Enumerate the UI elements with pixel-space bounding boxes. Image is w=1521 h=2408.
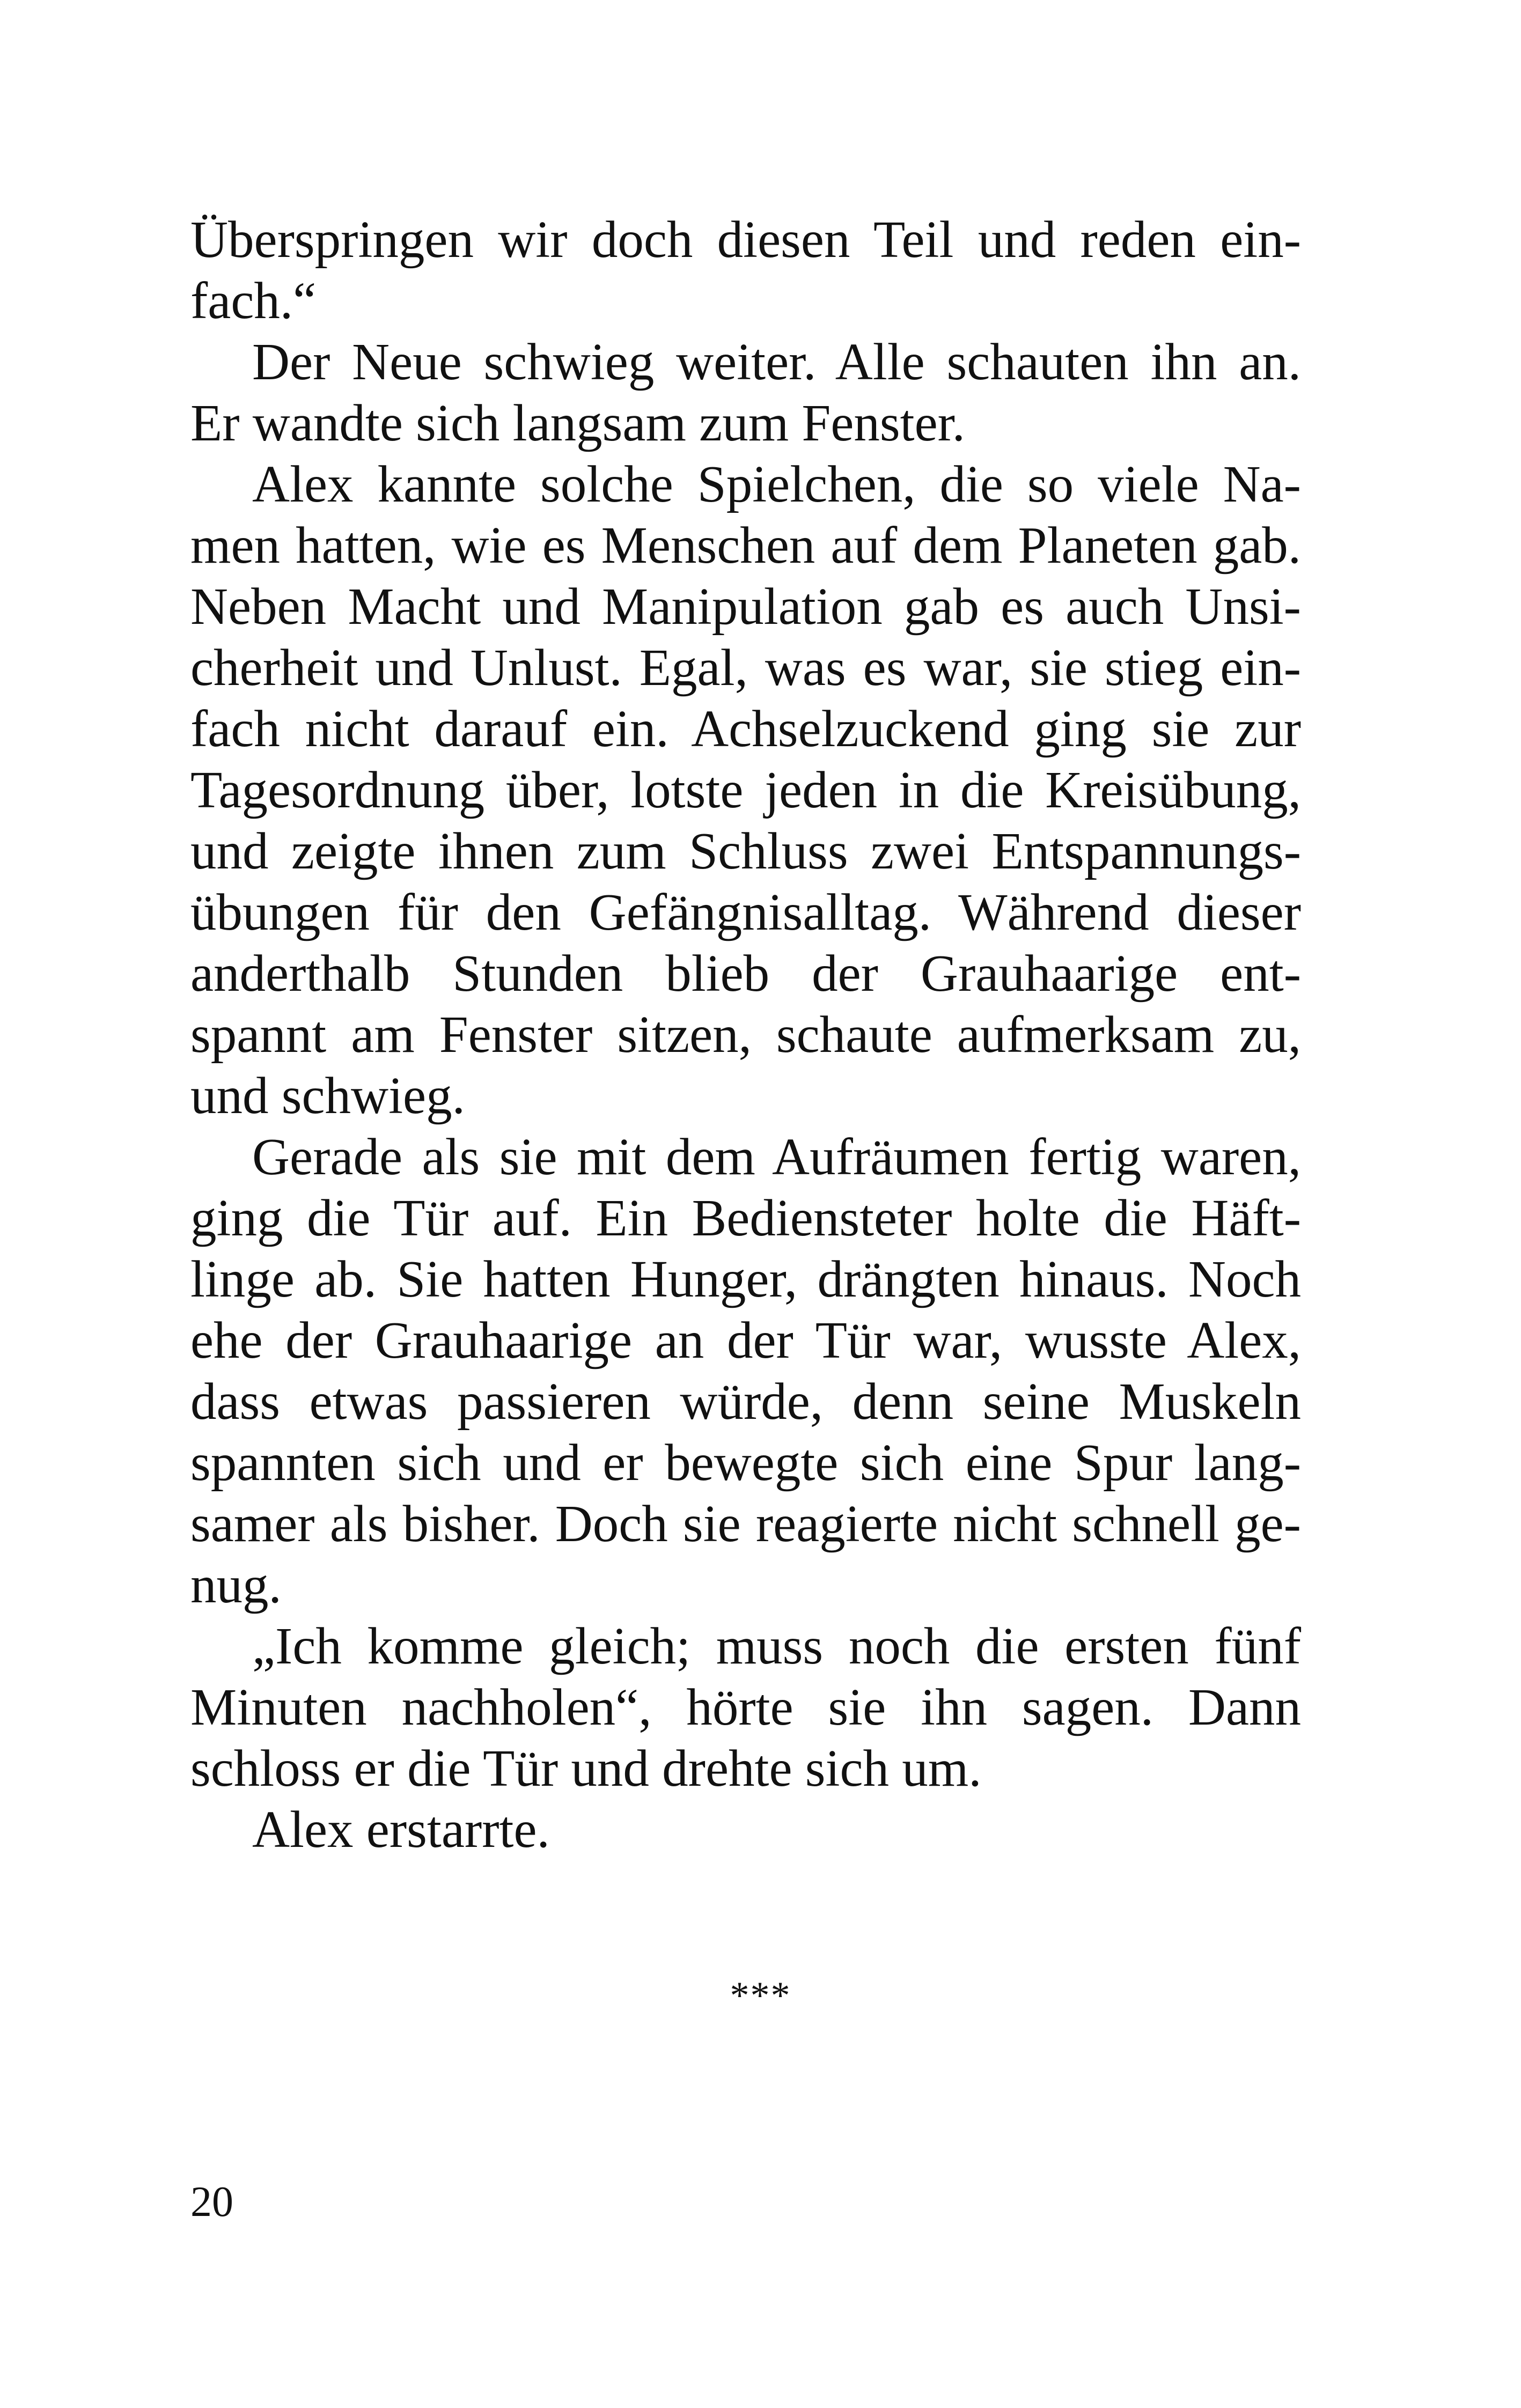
section-separator: *** [730, 1974, 791, 2017]
page-number: 20 [190, 2178, 233, 2226]
text-line: übungen für den Gefängnisalltag. Während dieser [190, 883, 1301, 941]
paragraph [190, 1126, 1301, 1616]
text-line: und schwieg. [190, 1067, 465, 1124]
text-line: ehe der Grauhaarige an der Tür war, wusste Alex, [190, 1312, 1301, 1369]
text-line: spannten sich und er bewegte sich eine Spur lang- [190, 1434, 1301, 1491]
text-line: fach nicht darauf ein. Achselzuckend ging sie zur [190, 700, 1301, 757]
text-line: Er wandte sich langsam zum Fenster. [190, 394, 965, 452]
body-text [190, 209, 1301, 1860]
text-line: Der Neue schwieg weiter. Alle schauten ihn an. [252, 333, 1301, 391]
paragraph [190, 209, 1301, 332]
text-line: cherheit und Unlust. Egal, was es war, sie stieg ein- [190, 639, 1301, 696]
text-line: fach.“ [190, 272, 317, 329]
text-line: Alex kannte solche Spielchen, die so viele Na- [252, 455, 1301, 513]
text-line: Gerade als sie mit dem Aufräumen fertig waren, [252, 1128, 1301, 1185]
text-line: men hatten, wie es Menschen auf dem Planeten gab. [190, 517, 1301, 574]
paragraph [190, 1616, 1301, 1799]
text-line: Minuten nachholen“, hörte sie ihn sagen. Dann [190, 1678, 1301, 1736]
text-line: „Ich komme gleich; muss noch die ersten fünf [252, 1617, 1301, 1675]
text-line: samer als bisher. Doch sie reagierte nicht schnell ge- [190, 1495, 1301, 1552]
text-line: Alex erstarrte. [252, 1801, 550, 1858]
text-line: Überspringen wir doch diesen Teil und reden ein- [190, 211, 1301, 268]
text-line: dass etwas passieren würde, denn seine Muskeln [190, 1373, 1301, 1430]
paragraph [190, 332, 1301, 454]
paragraph [190, 1799, 1301, 1860]
text-line: nug. [190, 1556, 282, 1614]
text-line: anderthalb Stunden blieb der Grauhaarige ent- [190, 945, 1301, 1002]
paragraph [190, 454, 1301, 1126]
text-line: spannt am Fenster sitzen, schaute aufmerksam zu, [190, 1006, 1301, 1063]
text-line: Tagesordnung über, lotste jeden in die Kreisübung, [190, 761, 1301, 819]
text-line: linge ab. Sie hatten Hunger, drängten hinaus. Noch [190, 1250, 1301, 1308]
text-line: Neben Macht und Manipulation gab es auch Unsi- [190, 578, 1301, 635]
text-line: ging die Tür auf. Ein Bediensteter holte die Häft- [190, 1189, 1301, 1247]
text-line: und zeigte ihnen zum Schluss zwei Entspannungs- [190, 822, 1301, 880]
text-line: schloss er die Tür und drehte sich um. [190, 1740, 982, 1797]
